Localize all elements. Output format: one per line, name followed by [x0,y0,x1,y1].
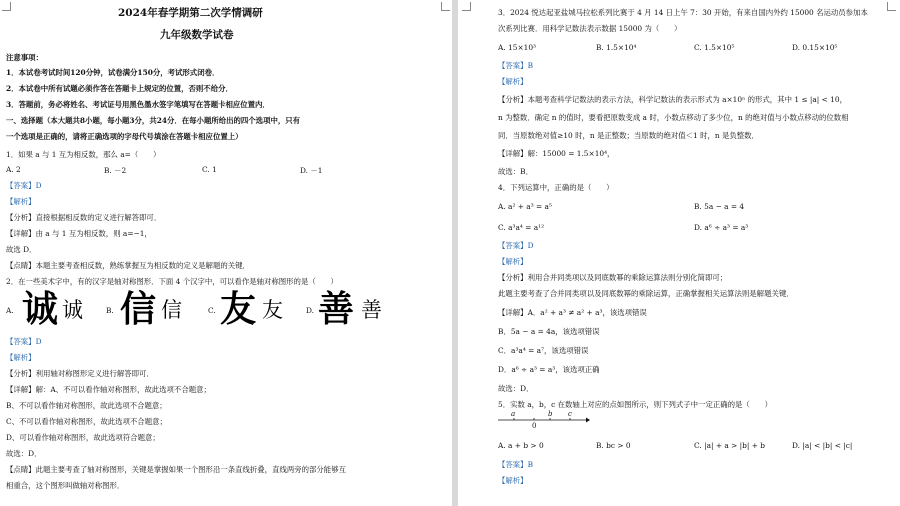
q2-choose: 故选：D． [6,449,42,458]
q5-jiexi: 【解析】 [498,476,528,485]
q4-option-c: C. a³a⁴ = a¹² [498,223,545,232]
q1-detail: 【详解】由 a 与 1 互为相反数，则 a=−1， [6,229,152,238]
q2-detail-c: C、不可以看作轴对称图形，故此选项不合题意； [6,417,167,426]
q3-choose: 故选：B． [498,167,533,176]
q4-jiexi: 【解析】 [498,257,528,266]
note-2: 2．本试卷中所有试题必须作答在答题卡上规定的位置，否则不给分． [6,84,233,93]
q3-stem: 3．2024 悦达起亚盐城马拉松系列比赛于 4 月 14 日上午 7：30 开始，有来自国内外约 15000 名运动员参加本 [498,8,868,17]
q2-options [6,290,446,334]
q4-option-d: D. a⁶ ÷ a³ = a³ [694,223,749,232]
q2-detail-b: B、不可以看作轴对称图形，故此选项不合题意； [6,401,167,410]
q2-detail-d: D、可以看作轴对称图形，故此选项符合题意； [6,433,160,442]
q4-detail-c: C．a³a⁴ = a⁷，该选项错误 [498,346,589,355]
q3-option-c: C. 1.5×10⁵ [694,43,735,52]
q4-stem: 4．下列运算中，正确的是（ ） [498,183,614,192]
exam-title: 2024年春学期第二次学情调研 [118,7,263,19]
q1-option-d: D. －1 [300,166,323,175]
q4-choose: 故选：D． [498,384,534,393]
q2-comment-cont: 相重合，这个图形叫做轴对称图形． [6,481,125,490]
axis-label-zero: 0 [532,422,537,430]
q1-comment: 【点睛】本题主要考查相反数，熟练掌握互为相反数的定义是解题的关键． [6,261,250,270]
q2-label-c: C. [208,306,216,315]
q2-char-bold-a: 诚 [22,289,59,330]
q1-option-c: C. 1 [202,165,217,174]
q2-jiexi: 【解析】 [6,353,36,362]
q3-analysis-c: 同．当原数绝对值≥10 时，n 是正整数；当原数的绝对值＜1 时，n 是负整数． [498,131,759,140]
exam-subtitle: 九年级数学试卷 [160,29,234,41]
q5-stem: 5．实数 a，b，c 在数轴上对应的点如图所示，则下列式子中一定正确的是（ ） [498,400,772,409]
q3-answer: 【答案】B [498,61,533,70]
note-3: 3．答题前，务必将姓名、考试证号用黑色墨水签字笔填写在答题卡相应位置内． [6,100,270,109]
q3-option-a: A. 15×10³ [498,43,536,52]
q5-option-a: A. a + b > 0 [498,441,544,450]
section-heading-cont: 一个选项是正确的，请将正确选项的字母代号填涂在答题卡相应位置上） [6,132,243,141]
q2-answer: 【答案】D [6,337,42,346]
q2-detail: 【详解】解：A、不可以看作轴对称图形，故此选项不合题意； [6,385,211,394]
q2-char-a: 诚 [62,298,83,322]
q2-stem: 2．在一些美术字中，有的汉字是轴对称图形．下面 4 个汉字中，可以看作是轴对称图形的是（ ） [6,277,338,286]
q3-analysis: 【分析】本题考查科学记数法的表示方法，科学记数法的表示形式为 a×10ⁿ 的形式，其中 1 ≤ |a| < 10， [498,95,847,104]
q2-char-bold-b: 信 [120,289,157,330]
q2-char-bold-c: 友 [220,289,257,330]
q3-stem-cont: 次系列比赛．用科学记数法表示数据 15000 为（ ） [498,24,682,33]
q4-detail: 【详解】A．a² + a³ ≠ a² + a³，该选项错误 [498,308,647,317]
q5-option-b: B. bc > 0 [596,441,631,450]
q1-analysis: 【分析】直接根据相反数的定义进行解答即可． [6,213,162,222]
q3-option-d: D. 0.15×10⁵ [792,43,838,52]
q3-option-b: B. 1.5×10⁴ [596,43,637,52]
q3-detail: 【详解】解：15000 = 1.5×10⁴， [498,149,615,158]
q4-analysis: 【分析】利用合并同类项以及同底数幂的乘除运算法则分别化简即可； [498,273,728,282]
number-line [498,411,590,431]
q2-char-b: 信 [161,298,182,322]
corner-mark [2,2,11,11]
q4-analysis-b: 此题主要考查了合并同类项以及同底数幂的乘除运算，正确掌握相关运算法则是解题关键． [498,289,794,298]
notes-heading: 注意事项： [6,53,43,62]
q2-char-bold-d: 善 [318,289,355,330]
q4-answer: 【答案】D [498,241,534,250]
corner-mark [887,2,896,11]
q1-stem: 1．如果 a 与 1 互为相反数，那么 a=（ ） [6,150,161,159]
q2-label-b: B. [106,306,114,315]
q2-label-a: A. [6,306,14,315]
q5-option-c: C. |a| + a > |b| + b [694,441,765,450]
q2-comment: 【点睛】此题主要考查了轴对称图形，关键是掌握如果一个图形沿一条直线折叠，直线两旁的部分能够互 [6,465,346,474]
q5-answer: 【答案】B [498,460,533,469]
q2-char-d: 善 [361,298,382,322]
q1-choose: 故选 D． [6,245,37,254]
q4-detail-d: D．a⁶ ÷ a³ = a³，该选项正确 [498,365,600,374]
q5-option-d: D. |a| < |b| < |c| [792,441,853,450]
corner-mark [441,2,450,11]
q1-jiexi: 【解析】 [6,197,36,206]
q1-option-b: B. －2 [104,166,127,175]
axis-label-a: a [511,410,516,418]
note-1: 1．本试卷考试时间120分钟，试卷满分150分，考试形式闭卷． [6,68,220,77]
right-page [458,0,900,506]
axis-label-c: c [568,410,572,418]
q4-detail-b: B．5a − a = 4a，该选项错误 [498,327,600,336]
axis-label-b: b [548,410,553,418]
q3-jiexi: 【解析】 [498,77,528,86]
corner-mark [462,2,471,11]
q2-char-c: 友 [262,298,283,322]
q4-option-b: B. 5a − a = 4 [694,202,745,211]
q3-analysis-b: n 为整数．确定 n 的值时，要看把原数变成 a 时，小数点移动了多少位，n 的绝对值与小数点移动的位数相 [498,113,849,122]
section-heading: 一、选择题（本大题共8小题，每小题3分，共24分．在每小题所给出的四个选项中，只有 [6,116,301,125]
q1-option-a: A. 2 [6,165,21,174]
q2-analysis: 【分析】利用轴对称图形定义进行解答即可． [6,369,154,378]
q1-answer: 【答案】D [6,181,42,190]
q2-label-d: D. [306,306,315,315]
q4-option-a: A. a² + a³ = a⁵ [498,202,552,211]
